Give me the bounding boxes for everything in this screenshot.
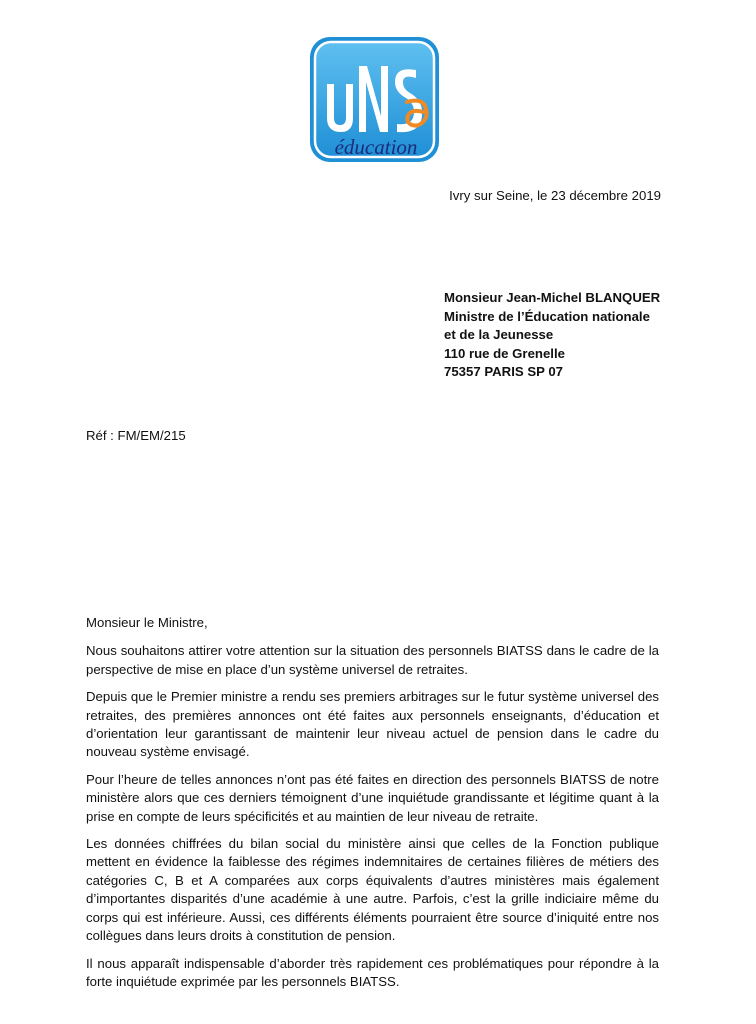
recipient-title: Ministre de l’Éducation nationale [444,308,650,324]
dateline: Ivry sur Seine, le 23 décembre 2019 [449,188,661,203]
reference: Réf : FM/EM/215 [86,428,186,443]
paragraph-5: Il nous apparaît indispensable d’aborder très rapidement ces problématiques pour répondre à la forte inquiétude exprimée par les personnels BIATSS. [86,955,659,989]
recipient-address [444,289,660,382]
recipient-street: 110 rue de Grenelle [444,345,565,361]
logo-subtitle: éducation [334,135,418,159]
letter-body [86,614,659,1000]
recipient-city: 75357 PARIS SP 07 [444,364,564,380]
paragraph-3: Pour l’heure de telles annonces n’ont pas été faites en direction des personnels BIATSS de notre ministère alors que ces derniers témoignent d’une inquiétude grandissante et légitime quant à la prise en compte de leurs spécificités et au maintien de leur niveau de retraite. [86,771,659,824]
paragraph-1: Nous souhaitons attirer votre attention sur la situation des personnels BIATSS dans le cadre de la perspective de mise en place d’un système universel de retraites. [86,643,659,677]
recipient-title-cont: et de la Jeunesse [444,327,554,343]
paragraph-2: Depuis que le Premier ministre a rendu ses premiers arbitrages sur le futur système universel des retraites, des premières annonces ont été faites aux personnels enseignants, d’éducation et d’orientation leur garantissant de maintenir leur niveau actuel de pension dans le cadre du nouveau système envisagé. [86,689,659,760]
paragraph-4: Les données chiffrées du bilan social du ministère ainsi que celles de la Fonction publique mettent en évidence la faiblesse des régimes indemnitaires de certaines filières de métiers des catégories C, B et A comparées aux corps équivalents d’autres ministères mais également d’importantes disparités d’une académie à une autre. Parfois, c’est la grille indiciaire même du corps qui est inférieure. Aussi, ces différents éléments pourraient être source d’iniquité entre nos collègues dans leurs droits à constitution de pension. [86,836,659,944]
recipient-name: Monsieur Jean-Michel BLANQUER [444,290,661,305]
salutation: Monsieur le Ministre, [86,615,208,630]
unsa-education-logo [309,36,440,163]
logo-graphic [309,36,440,163]
